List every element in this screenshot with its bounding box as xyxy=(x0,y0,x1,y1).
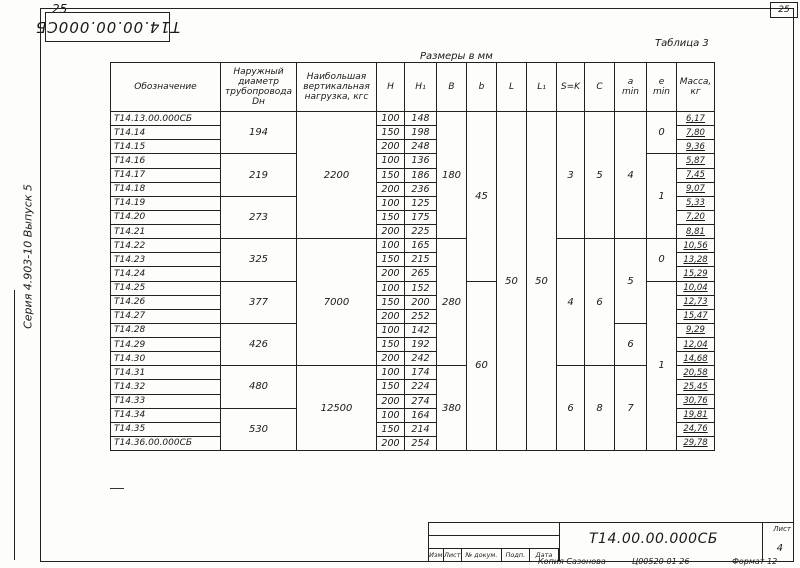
B-cell: 280 xyxy=(437,239,467,366)
mass-cell: 9,29 xyxy=(677,323,715,337)
header-L1: L₁ xyxy=(527,63,557,112)
designation-cell: Т14.28 xyxy=(111,323,221,337)
sheet-number: 4 xyxy=(776,543,783,554)
H1-cell: 186 xyxy=(405,168,437,182)
mass-cell: 7,80 xyxy=(677,126,715,140)
col-header-sheet: Лист xyxy=(444,551,461,559)
header-L: L xyxy=(497,63,527,112)
H-cell: 100 xyxy=(377,239,405,253)
mass-cell: 9,07 xyxy=(677,182,715,196)
table-row xyxy=(111,323,715,337)
mass-cell: 19,81 xyxy=(677,408,715,422)
S-cell: 6 xyxy=(557,366,585,451)
H-cell: 100 xyxy=(377,154,405,168)
C-cell: 8 xyxy=(585,366,615,451)
format-label: Формат 12 xyxy=(732,557,778,566)
top-page-number: 25 xyxy=(770,2,798,18)
designation-cell: Т14.36.00.000СБ xyxy=(111,436,221,450)
header-a: a min xyxy=(615,63,647,112)
dash-mark xyxy=(110,488,124,489)
H1-cell: 254 xyxy=(405,436,437,450)
b-cell: 45 xyxy=(467,112,497,282)
H-cell: 100 xyxy=(377,281,405,295)
designation-cell: Т14.32 xyxy=(111,380,221,394)
header-b: b xyxy=(467,63,497,112)
a-cell: 7 xyxy=(615,366,647,451)
loads-cell: 7000 xyxy=(297,239,377,366)
diameters-cell: 273 xyxy=(221,196,297,238)
L-cell: 50 xyxy=(497,112,527,451)
table-title: Таблица 3 xyxy=(655,38,709,49)
top-stamp-code: Т14.00.00.000СБ xyxy=(34,18,181,36)
H-cell: 150 xyxy=(377,295,405,309)
H-cell: 150 xyxy=(377,126,405,140)
loads-cell: 2200 xyxy=(297,112,377,239)
diameters-cell: 219 xyxy=(221,154,297,196)
H1-cell: 242 xyxy=(405,352,437,366)
mass-cell: 25,45 xyxy=(677,380,715,394)
side-margin-line xyxy=(14,290,37,560)
header-C: C xyxy=(585,63,615,112)
H1-cell: 164 xyxy=(405,408,437,422)
S-cell: 4 xyxy=(557,239,585,366)
H1-cell: 236 xyxy=(405,182,437,196)
mass-cell: 7,20 xyxy=(677,210,715,224)
H-cell: 200 xyxy=(377,309,405,323)
mass-cell: 12,04 xyxy=(677,338,715,352)
mass-cell: 6,17 xyxy=(677,112,715,126)
header-e: e min xyxy=(647,63,677,112)
mass-cell: 12,73 xyxy=(677,295,715,309)
e-cell: 1 xyxy=(647,154,677,239)
dimensions-caption: Размеры в мм xyxy=(420,51,493,62)
H1-cell: 252 xyxy=(405,309,437,323)
top-stamp xyxy=(34,12,181,42)
C-cell: 5 xyxy=(585,112,615,239)
H1-cell: 265 xyxy=(405,267,437,281)
mass-cell: 5,33 xyxy=(677,196,715,210)
order-number: Ц00520-01 26 xyxy=(632,557,690,566)
header-diameter: Наружный диаметр трубопровода Dн xyxy=(221,63,297,112)
H1-cell: 125 xyxy=(405,196,437,210)
H-cell: 150 xyxy=(377,253,405,267)
header-load: Наибольшая вертикальная нагрузка, кгс xyxy=(297,63,377,112)
a-cell: 4 xyxy=(615,112,647,239)
col-header-doc: № докум. xyxy=(462,549,502,561)
header-mass: Масса, кг xyxy=(677,63,715,112)
drawing-code: Т14.00.00.000СБ xyxy=(589,531,718,547)
H-cell: 150 xyxy=(377,338,405,352)
mass-cell: 24,76 xyxy=(677,422,715,436)
sheet-label: Лист xyxy=(773,525,791,533)
H1-cell: 148 xyxy=(405,112,437,126)
mass-cell: 30,76 xyxy=(677,394,715,408)
header-H1: H₁ xyxy=(405,63,437,112)
header-row xyxy=(111,63,715,112)
designation-cell: Т14.21 xyxy=(111,225,221,239)
mass-cell: 9,36 xyxy=(677,140,715,154)
H-cell: 200 xyxy=(377,225,405,239)
H-cell: 200 xyxy=(377,436,405,450)
diameters-cell: 194 xyxy=(221,112,297,154)
diameters-cell: 325 xyxy=(221,239,297,281)
designation-cell: Т14.19 xyxy=(111,196,221,210)
e-cell: 0 xyxy=(647,239,677,281)
designation-cell: Т14.30 xyxy=(111,352,221,366)
table-row xyxy=(111,239,715,253)
H-cell: 200 xyxy=(377,140,405,154)
designation-cell: Т14.29 xyxy=(111,338,221,352)
diameters-cell: 377 xyxy=(221,281,297,323)
H-cell: 100 xyxy=(377,408,405,422)
H-cell: 200 xyxy=(377,394,405,408)
H-cell: 150 xyxy=(377,380,405,394)
H-cell: 100 xyxy=(377,112,405,126)
B-cell: 380 xyxy=(437,366,467,451)
H1-cell: 192 xyxy=(405,338,437,352)
copy-note: Копия Сазонова xyxy=(538,557,606,566)
H1-cell: 248 xyxy=(405,140,437,154)
title-block xyxy=(428,522,794,562)
designation-cell: Т14.22 xyxy=(111,239,221,253)
series-label-text: Серия 4.903-10 Выпуск 5 xyxy=(21,184,35,329)
mass-cell: 8,81 xyxy=(677,225,715,239)
H1-cell: 198 xyxy=(405,126,437,140)
designation-cell: Т14.16 xyxy=(111,154,221,168)
table-row xyxy=(111,366,715,380)
mass-cell: 15,29 xyxy=(677,267,715,281)
mass-cell: 29,78 xyxy=(677,436,715,450)
loads-cell: 12500 xyxy=(297,366,377,451)
H1-cell: 225 xyxy=(405,225,437,239)
H1-cell: 224 xyxy=(405,380,437,394)
dimensions-table xyxy=(110,62,715,451)
diameters-cell: 530 xyxy=(221,408,297,450)
header-H: H xyxy=(377,63,405,112)
mass-cell: 14,68 xyxy=(677,352,715,366)
S-cell: 3 xyxy=(557,112,585,239)
H1-cell: 136 xyxy=(405,154,437,168)
designation-cell: Т14.20 xyxy=(111,210,221,224)
mass-cell: 13,28 xyxy=(677,253,715,267)
H-cell: 200 xyxy=(377,182,405,196)
designation-cell: Т14.33 xyxy=(111,394,221,408)
a-cell: 6 xyxy=(615,323,647,365)
designation-cell: Т14.34 xyxy=(111,408,221,422)
H1-cell: 214 xyxy=(405,422,437,436)
e-cell: 0 xyxy=(647,112,677,154)
designation-cell: Т14.18 xyxy=(111,182,221,196)
H-cell: 150 xyxy=(377,168,405,182)
H1-cell: 215 xyxy=(405,253,437,267)
col-header-date: Дата xyxy=(530,549,559,561)
designation-cell: Т14.13.00.000СБ xyxy=(111,112,221,126)
mass-cell: 15,47 xyxy=(677,309,715,323)
mass-cell: 10,56 xyxy=(677,239,715,253)
B-cell: 180 xyxy=(437,112,467,239)
H1-cell: 174 xyxy=(405,366,437,380)
header-S: S=K xyxy=(557,63,585,112)
col-header-sign: Подп. xyxy=(502,549,530,561)
designation-cell: Т14.15 xyxy=(111,140,221,154)
mass-cell: 5,87 xyxy=(677,154,715,168)
diameters-cell: 480 xyxy=(221,366,297,408)
H1-cell: 152 xyxy=(405,281,437,295)
designation-cell: Т14.26 xyxy=(111,295,221,309)
H1-cell: 142 xyxy=(405,323,437,337)
H-cell: 100 xyxy=(377,323,405,337)
L1-cell: 50 xyxy=(527,112,557,451)
H1-cell: 175 xyxy=(405,210,437,224)
mass-cell: 7,45 xyxy=(677,168,715,182)
H-cell: 100 xyxy=(377,366,405,380)
table-body xyxy=(111,112,715,451)
H-cell: 150 xyxy=(377,422,405,436)
e-cell: 1 xyxy=(647,281,677,451)
H-cell: 150 xyxy=(377,210,405,224)
header-designation: Обозначение xyxy=(111,63,221,112)
designation-cell: Т14.27 xyxy=(111,309,221,323)
col-header-change: Изм xyxy=(429,551,443,559)
H-cell: 100 xyxy=(377,196,405,210)
H1-cell: 274 xyxy=(405,394,437,408)
designation-cell: Т14.25 xyxy=(111,281,221,295)
designation-cell: Т14.31 xyxy=(111,366,221,380)
H-cell: 200 xyxy=(377,267,405,281)
table-row xyxy=(111,112,715,126)
designation-cell: Т14.24 xyxy=(111,267,221,281)
diameters-cell: 426 xyxy=(221,323,297,365)
a-cell: 5 xyxy=(615,239,647,324)
mass-cell: 10,04 xyxy=(677,281,715,295)
H1-cell: 200 xyxy=(405,295,437,309)
designation-cell: Т14.35 xyxy=(111,422,221,436)
designation-cell: Т14.17 xyxy=(111,168,221,182)
designation-cell: Т14.23 xyxy=(111,253,221,267)
H-cell: 200 xyxy=(377,352,405,366)
b-cell: 60 xyxy=(467,281,497,451)
designation-cell: Т14.14 xyxy=(111,126,221,140)
H1-cell: 165 xyxy=(405,239,437,253)
C-cell: 6 xyxy=(585,239,615,366)
corner-mark: 25 xyxy=(52,2,68,16)
mass-cell: 20,58 xyxy=(677,366,715,380)
header-B: B xyxy=(437,63,467,112)
